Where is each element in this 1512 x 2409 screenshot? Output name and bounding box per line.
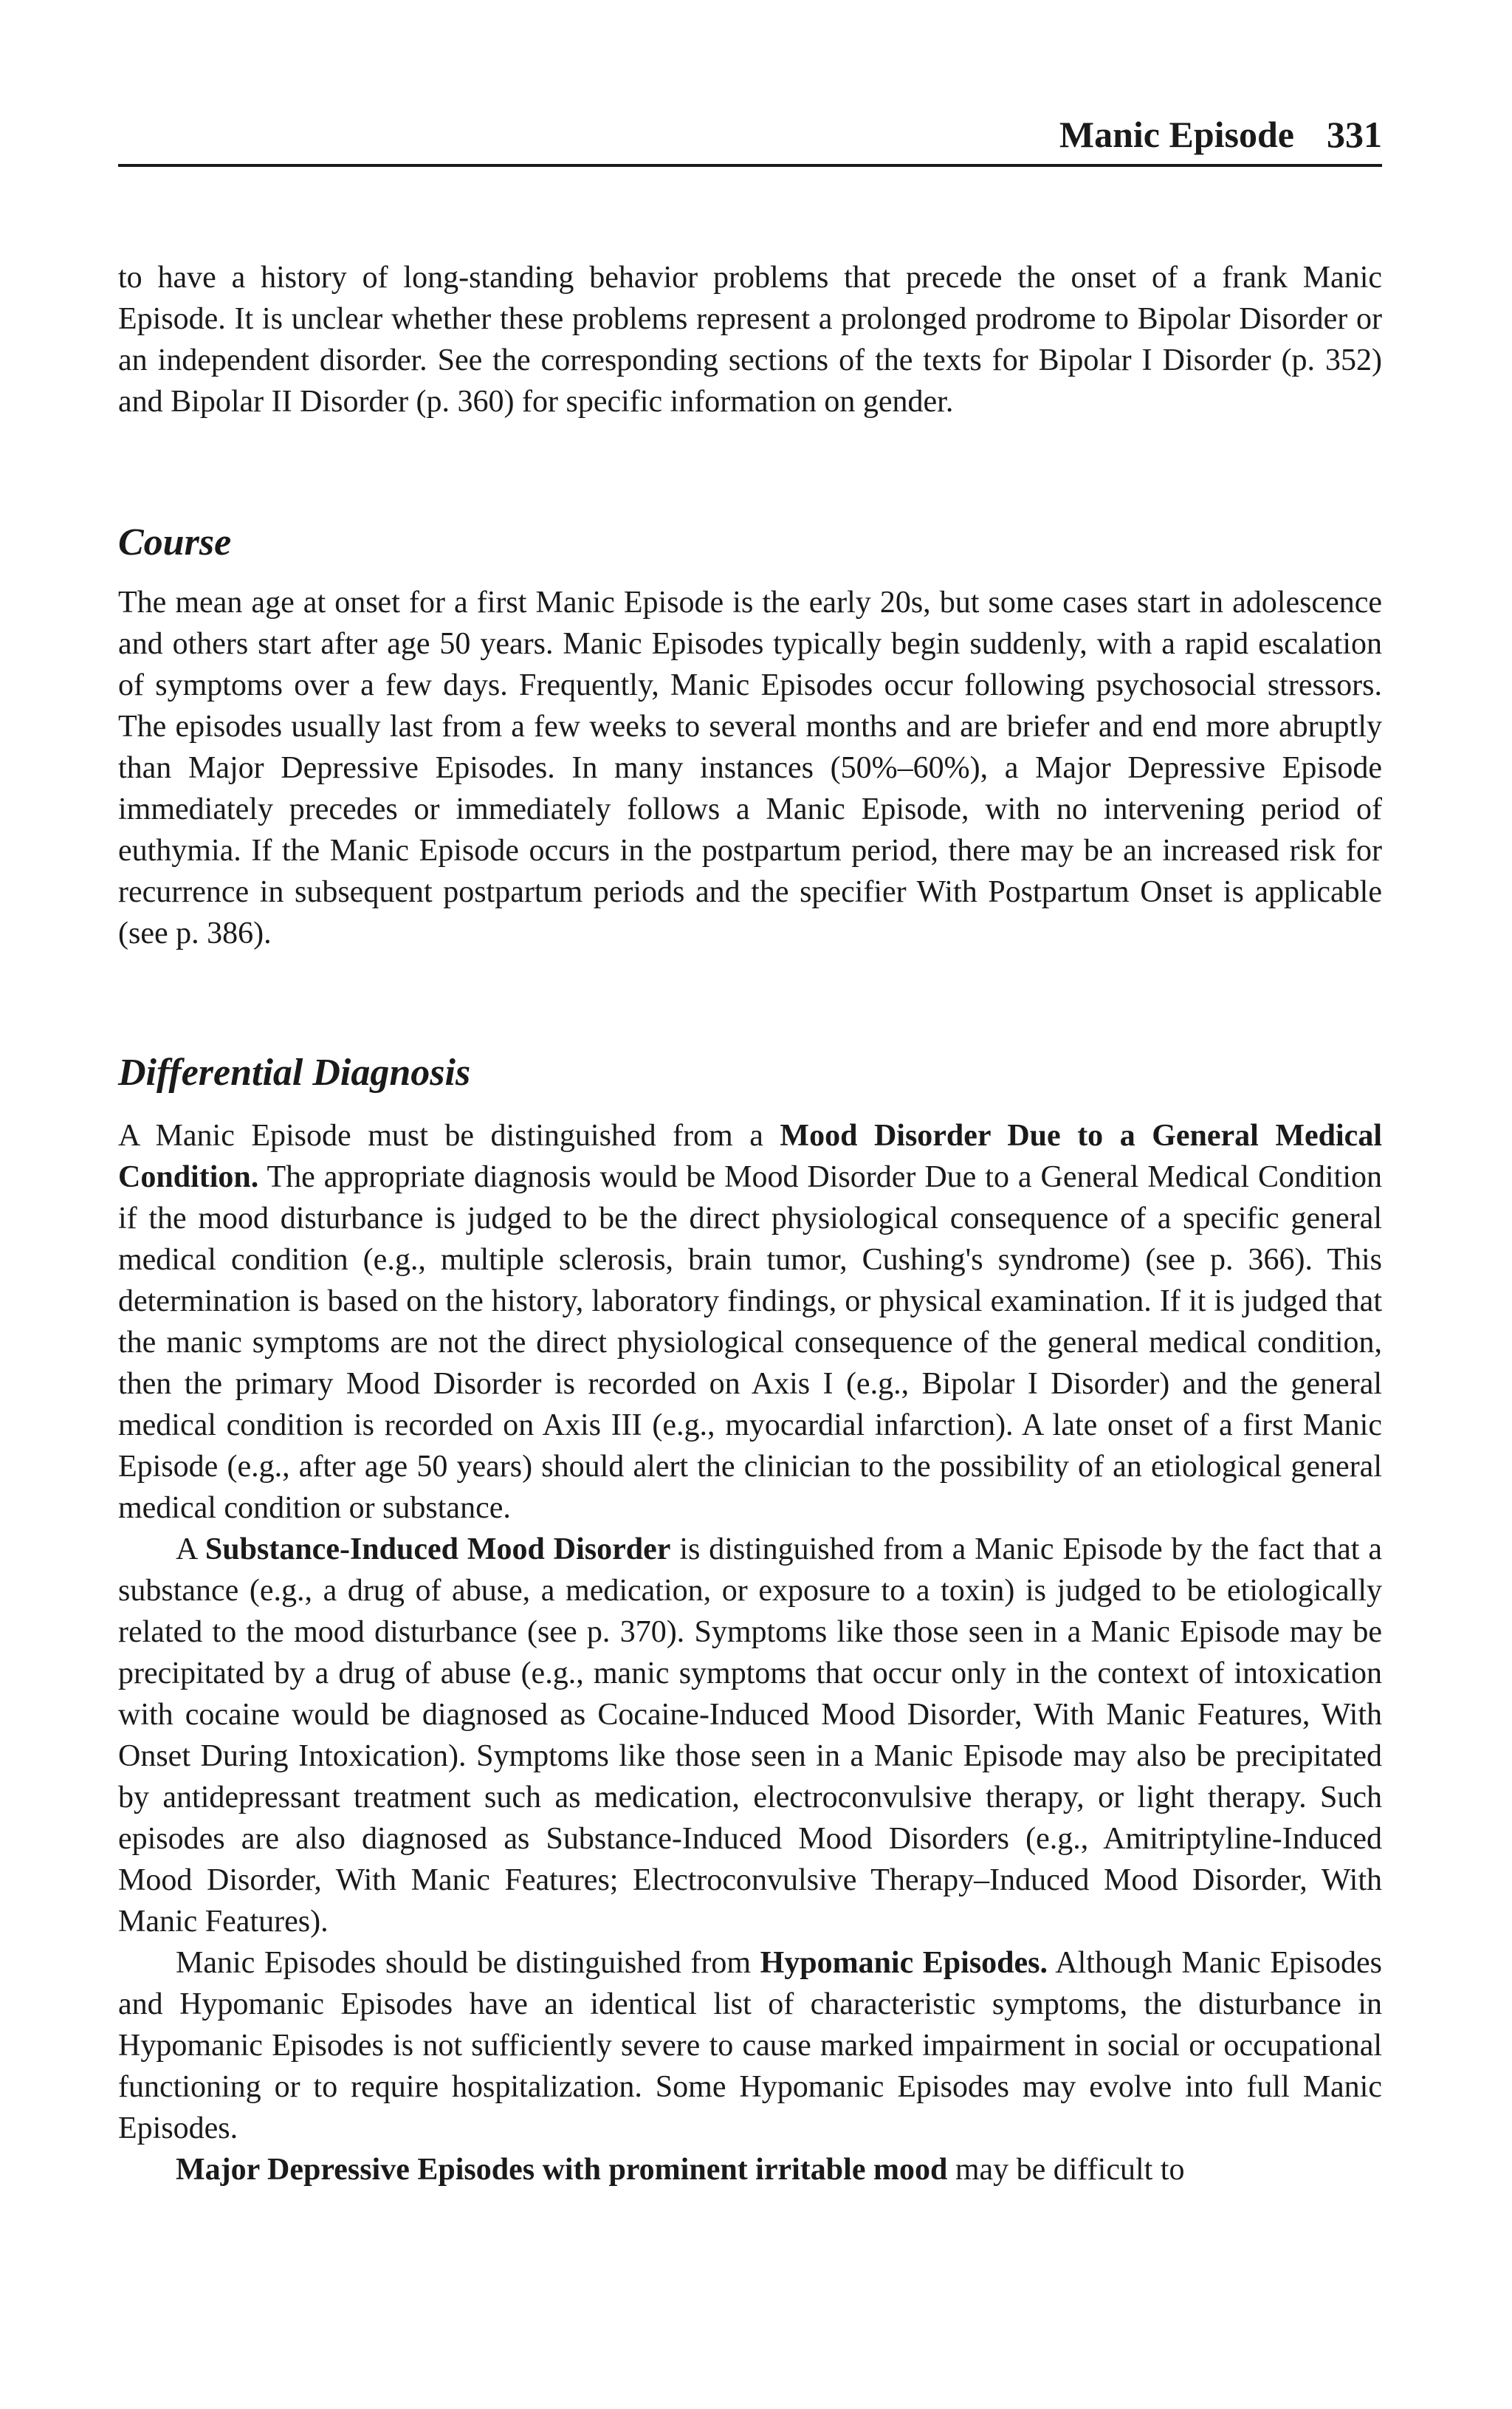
term-hypomanic-episodes: Hypomanic Episodes. [760,1946,1048,1980]
differential-paragraph-substance-induced [118,1529,1382,1942]
term-major-depressive-irritable: Major Depressive Episodes with prominent irritable mood [176,2153,948,2187]
paragraph-text: Manic Episodes should be distinguished from [176,1946,760,1980]
running-head [1059,112,1382,157]
term-substance-induced-mood-disorder: Substance-Induced Mood Disorder [205,1532,671,1566]
paragraph-text: A Manic Episode must be distinguished from a [118,1119,780,1153]
section-heading-differential-diagnosis: Differential Diagnosis [118,1052,471,1094]
paragraph-text: Although Manic Episodes and Hypomanic Episodes have an identical list of characteristic symptoms, the disturbance in Hypomanic Episodes is not sufficiently severe to cause marked impairment in social or occupational functioning or to require hospitalization. Some Hypomanic Episodes may evolve into full Manic Episodes. [118,1946,1382,2145]
paragraph-text: The appropriate diagnosis would be Mood Disorder Due to a General Medical Condition if the mood disturbance is judged to be the direct physiological consequence of a specific general medical condition (e.g., multiple sclerosis, brain tumor, Cushing's syndrome) (see p. 366). This determination is based on the history, laboratory findings, or physical examination. If it is judged that the manic symptoms are not the direct physiological consequence of the general medical condition, then the primary Mood Disorder is recorded on Axis I (e.g., Bipolar I Disorder) and the general medical condition is recorded on Axis III (e.g., myocardial infarction). A late onset of a first Manic Episode (e.g., after age 50 years) should alert the clinician to the possibility of an etiological general medical condition or substance. [118,1160,1382,1525]
differential-paragraph-major-depressive [118,2149,1382,2190]
term-mood-disorder-gmc: Mood Disorder Due to a General Medical Condition. [118,1119,1382,1194]
intro-paragraph: to have a history of long-standing behavior problems that precede the onset of a frank Manic Episode. It is unclear whether these problems represent a prolonged prodrome to Bipolar Disorder or an independent disorder. See the corresponding sections of the texts for Bipolar I Disorder (p. 352) and Bipolar II Disorder (p. 360) for specific information on gender. [118,261,1382,419]
header-rule [118,164,1382,167]
differential-paragraph-hypomanic [118,1942,1382,2149]
running-head-title: Manic Episode [1059,114,1294,155]
differential-paragraph-mood-disorder-gmc [118,1115,1382,1529]
course-paragraph-block [118,582,1382,954]
intro-paragraph-block [118,257,1382,422]
section-heading-course: Course [118,521,232,563]
paragraph-text: may be difficult to [947,2153,1185,2187]
differential-diagnosis-body [118,1115,1382,2190]
page-number: 331 [1327,114,1382,155]
paragraph-text: A [176,1532,205,1566]
course-paragraph: The mean age at onset for a first Manic Episode is the early 20s, but some cases start in adolescence and others start after age 50 years. Manic Episodes typically begin suddenly, with a rapid escalation of symptoms over a few days. Frequently, Manic Episodes occur following psychosocial stressors. The episodes usually last from a few weeks to several months and are briefer and end more abruptly than Major Depressive Episodes. In many instances (50%–60%), a Major Depressive Episode immediately precedes or immediately follows a Manic Episode, with no intervening period of euthymia. If the Manic Episode occurs in the postpartum period, there may be an increased risk for recurrence in subsequent postpartum periods and the specifier With Postpartum Onset is applicable (see p. 386). [118,586,1382,950]
paragraph-text: is distinguished from a Manic Episode by the fact that a substance (e.g., a drug of abuse, a medication, or exposure to a toxin) is judged to be etiologically related to the mood disturbance (see p. 370). Symptoms like those seen in a Manic Episode may be precipitated by a drug of abuse (e.g., manic symptoms that occur only in the context of intoxication with cocaine would be diagnosed as Cocaine-Induced Mood Disorder, With Manic Features, With Onset During Intoxication). Symptoms like those seen in a Manic Episode may also be precipitated by antidepressant treatment such as medication, electroconvulsive therapy, or light therapy. Such episodes are also diagnosed as Substance-Induced Mood Disorders (e.g., Amitriptyline-Induced Mood Disorder, With Manic Features; Electroconvulsive Therapy–Induced Mood Disorder, With Manic Features). [118,1532,1382,1939]
